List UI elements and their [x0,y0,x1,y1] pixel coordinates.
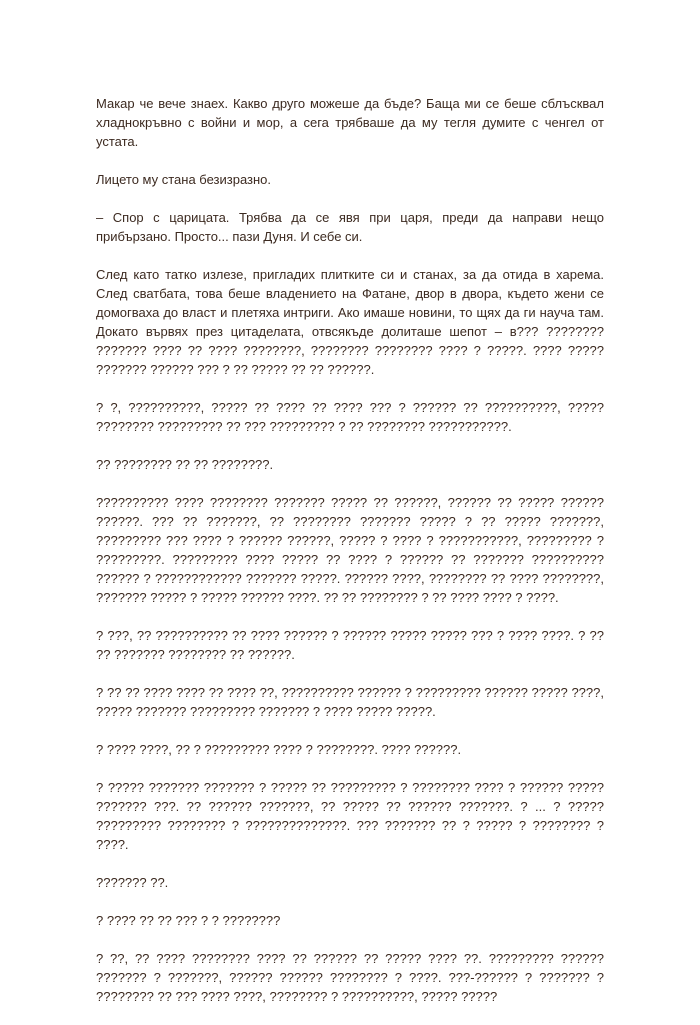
paragraph: Лицето му стана безизразно. [96,172,272,187]
document-body [96,94,604,1025]
paragraph: ? ???? ?? ?? ??? ? ? ???????? [96,913,281,928]
paragraph: ? ????? ??????? ??????? ? ????? ?? ????????? ? ???????? ???? ? ?????? ????? ??????? ???. ?? ?????? ???????, ?? ????? ?? ?????? ???????. ? ... ? ????? ????????? ???????? ? ??????????????. ??? ??????? ?? ? ????? ? ???????? ? ????. [96,780,604,852]
paragraph: ? ???? ????, ?? ? ????????? ???? ? ????????. ???? ??????. [96,742,462,757]
paragraph: ? ??, ?? ???? ???????? ???? ?? ?????? ?? ????? ???? ??. ????????? ?????? ??????? ? ???????, ?????? ?????? ???????? ? ????. ???-?????? ? ??????? ? ???????? ?? ??? ???? ????, ???????? ? ??????????, ????? ????? [96,951,604,1004]
paragraph: ??????? ??. [96,875,169,890]
paragraph: ? ???, ?? ?????????? ?? ???? ?????? ? ?????? ????? ????? ??? ? ???? ????. ? ?? ?? ??????? ???????? ?? ??????. [96,628,604,662]
paragraph: – Спор с царицата. Трябва да се явя при царя, преди да направи нещо прибързано. Просто... пази Дуня. И себе си. [96,210,604,244]
paragraph: ? ?? ?? ???? ???? ?? ???? ??, ?????????? ?????? ? ????????? ?????? ????? ????, ????? ??????? ????????? ??????? ? ???? ????? ?????. [96,685,604,719]
paragraph: ? ?, ??????????, ????? ?? ???? ?? ???? ??? ? ?????? ?? ??????????, ????? ???????? ????????? ?? ??? ????????? ? ?? ???????? ???????????. [96,400,604,434]
paragraph: След като татко излезе, пригладих плитките си и станах, за да отида в харема. След сватбата, това беше владението на Фатане, двор в двора, където жени се домогваха до власт и плетяха интриги. Ако имаше новини, то щях да ги науча там. Докато вървях през цитаделата, отвсякъде долиташе шепот – в??? ???????? ??????? ???? ?? ???? ????????, ???????? ???????? ???? ? ?????. ???? ????? ??????? ?????? ??? ? ?? ????? ?? ?? ??????. [96,267,604,377]
paragraph: Макар че вече знаех. Какво друго можеше да бъде? Баща ми се беше сблъсквал хладнокръвно с войни и мор, а сега трябваше да му тегля думите с ченгел от устата. [96,96,604,149]
paragraph: ?? ???????? ?? ?? ????????. [96,457,274,472]
paragraph: ?????????? ???? ???????? ??????? ????? ?? ??????, ?????? ?? ????? ?????? ??????. ??? ?? ???????, ?? ???????? ??????? ????? ? ?? ????? ???????, ????????? ??? ???? ? ?????? ??????, ????? ? ???? ? ???????????, ????????? ? ?????????. ????????? ???? ????? ?? ???? ? ?????? ?? ??????? ?????????? ?????? ? ???????????? ??????? ?????. ?????? ????, ???????? ?? ???? ????????, ??????? ????? ? ????? ?????? ????. ?? ?? ???????? ? ?? ???? ???? ? ????. [96,495,604,605]
